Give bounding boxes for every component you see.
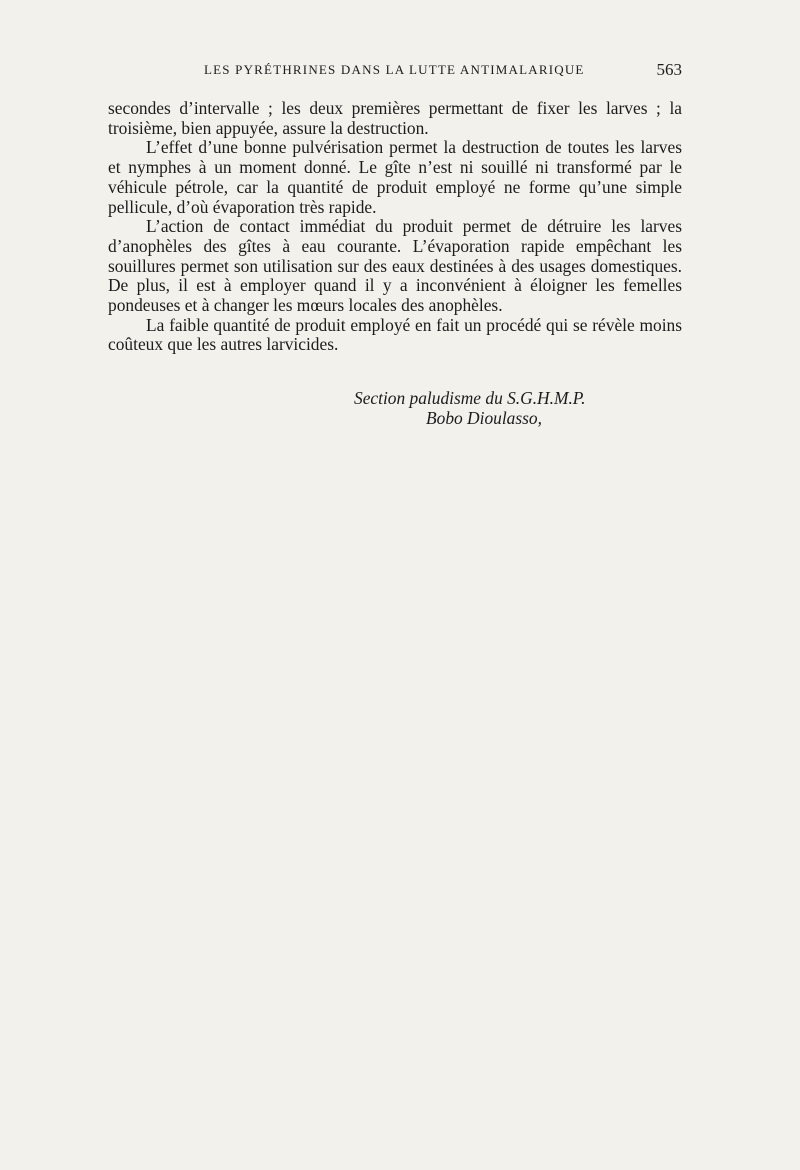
- body-text: [108, 99, 682, 355]
- paragraph: L’action de contact immédiat du produit permet de détruire les larves d’anophèles des gîtes à eau courante. L’évaporation rapide empêchant les souillures permet son utilisation sur des eaux destinées à des usages domestiques. De plus, il est à employer quand il y a inconvénient à éloigner les femelles pondeuses et à changer les mœurs locales des anophèles.: [108, 216, 682, 316]
- paragraph: La faible quantité de produit employé en fait un procédé qui se révèle moins coûteux que les autres larvicides.: [108, 314, 682, 355]
- page-number: 563: [656, 60, 682, 79]
- signature-block: [354, 388, 586, 428]
- running-head: [108, 60, 682, 82]
- running-title: LES PYRÉTHRINES DANS LA LUTTE ANTIMALARIQUE: [204, 62, 585, 77]
- signature-line-2: Bobo Dioulasso,: [426, 408, 542, 428]
- paragraph-continued: secondes d’intervalle ; les deux premières permettant de fixer les larves ; la troisième, bien appuyée, assure la destruction.: [108, 98, 682, 138]
- paragraph: L’effet d’une bonne pulvérisation permet la destruction de toutes les larves et nymphes à un moment donné. Le gîte n’est ni souillé ni transformé par le véhicule pétrole, car la quantité de produit employé ne forme qu’une simple pellicule, d’où évaporation très rapide.: [108, 137, 682, 217]
- signature-line-1: Section paludisme du S.G.H.M.P.: [354, 388, 586, 408]
